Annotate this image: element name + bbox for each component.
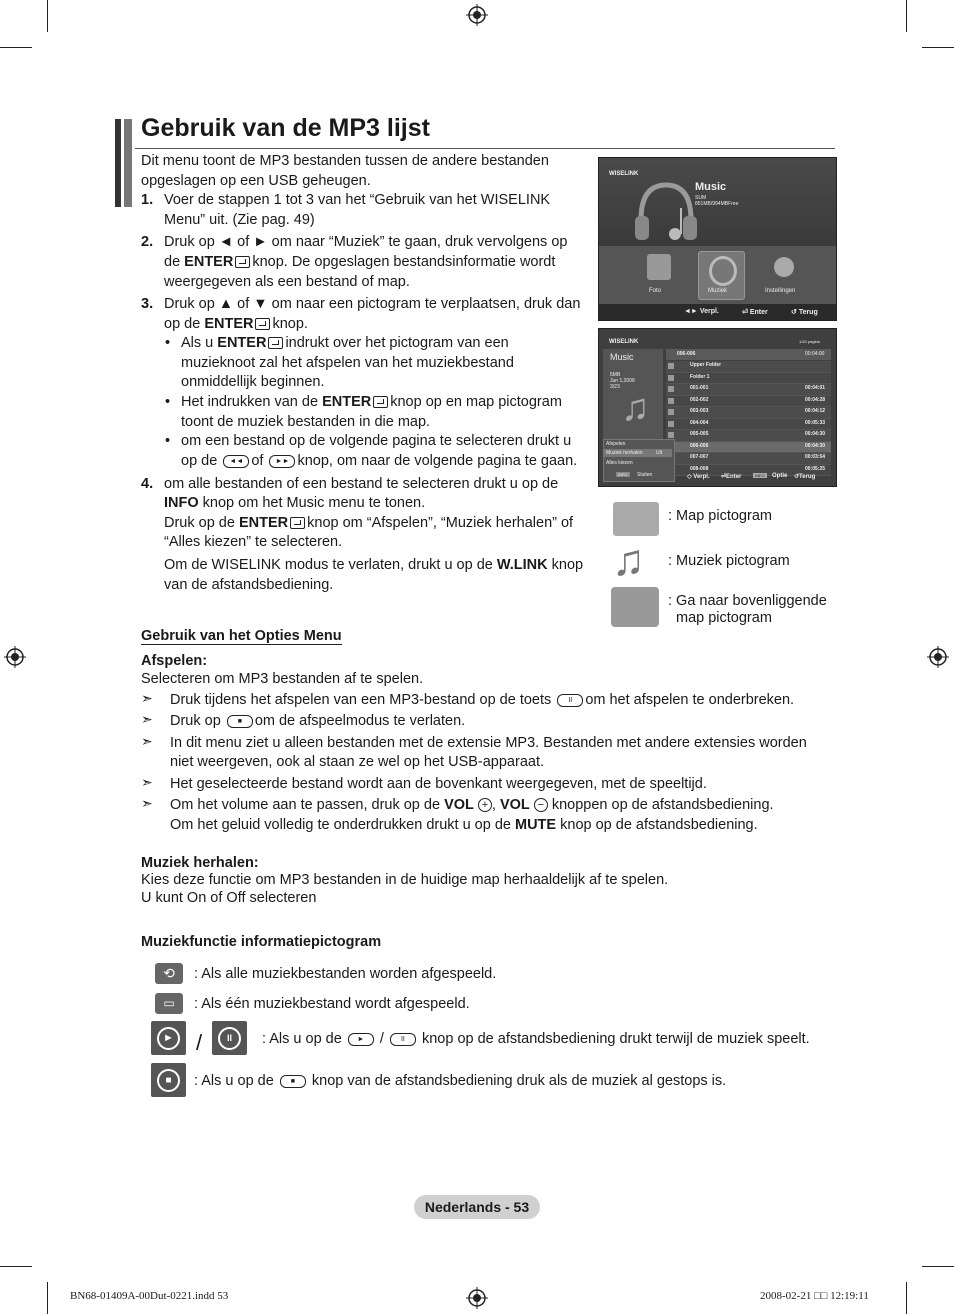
track-row[interactable] [666,361,831,373]
track-time: 00:04:12 [804,408,825,414]
subheading: Muziek herhalen: [141,855,259,871]
subheading: Muziekfunctie informatiepictogram [141,934,382,950]
track-row[interactable] [666,430,831,442]
rewind-button-icon: ◄◄ [223,455,249,468]
wiselink-logo: WISELINK [609,171,639,177]
option-afspelen[interactable]: Afspelen [606,441,626,447]
print-date: 2008-02-21 □□ 12:19:11 [760,1290,869,1302]
track-time: 00:04:01 [804,385,825,391]
track-time: 00:04:30 [804,442,825,449]
bullet-text: op de ◄◄ of ►► knop, om naar de volgende pagina te gaan. [181,453,578,469]
page-number: Nederlands - 53 [414,1195,540,1219]
enter-icon [290,517,305,529]
enter-icon [235,256,250,268]
note-arrow-icon: ➣ [141,774,153,790]
bullet-text: om een bestand op de volgende pagina te selecteren drukt u [181,433,572,449]
legend-up: map pictogram [676,610,772,626]
note-text: Druk op ■ om de afspeelmodus te verlaten. [170,713,466,729]
plus-icon: + [478,798,492,812]
fast-forward-button-icon: ►► [269,455,295,468]
info-badge: INFO [618,472,628,477]
close-label[interactable]: Sluiten [637,472,653,478]
nav-enter: ⏎ Enter [742,309,768,316]
bullet-icon: • [165,394,171,410]
track-row[interactable] [666,384,831,396]
step-text: op de ENTER knop. [164,316,308,332]
option-value: Uit [656,450,663,456]
music-note-icon [668,432,674,438]
bullet-text: muzieknoot zal het afspelen van het muziekbestand [181,355,514,371]
crop-mark [0,1266,32,1267]
track-name: 008-008 [690,465,709,472]
track-name: 003-003 [690,408,709,414]
note-text: Druk tijdens het afspelen van een MP3-bestand op de toets II om het afspelen te onderbreken. [170,692,795,708]
registration-mark-icon [466,4,488,26]
bullet-text: Als u ENTER indrukt over het pictogram van een [181,335,509,351]
track-name: 007-007 [690,454,709,460]
pause-status-icon: II [212,1021,247,1055]
stop-button-icon: ■ [280,1075,306,1088]
note-arrow-icon: ➣ [141,733,153,749]
body-text: Kies deze functie om MP3 bestanden in de huidige map herhaaldelijk af te spelen. [141,872,669,888]
stop-button-icon: ■ [227,715,253,728]
nav-move: ◇ Verpl. [687,474,710,480]
step-text: INFO knop om het Music menu te tonen. [164,495,426,511]
bullet-icon: • [165,335,171,351]
step-number: 4. [141,476,154,492]
note-arrow-icon: ➣ [141,690,153,706]
music-note-icon [668,421,674,427]
music-note-icon [668,409,674,415]
menu-item-instellingen[interactable]: Instellingen [765,288,796,294]
stop-status-icon: ■ [151,1063,186,1097]
wiselink-music-screen [598,157,837,321]
legend-map: : Map pictogram [668,508,772,524]
step-text: weergegeven als een bestand of map. [164,274,410,290]
pause-button-icon: II [390,1033,416,1046]
step-text: “Alles kiezen” te selecteren. [164,534,343,550]
folder-icon [613,502,659,536]
track-row[interactable] [666,453,831,465]
body-text: Selecteren om MP3 bestanden af te spelen. [141,671,424,687]
registration-mark-icon [4,646,26,668]
nav-move: ◄► Verpl. [684,308,719,315]
track-time: 00:05:25 [804,465,825,472]
track-row[interactable] [666,373,831,385]
track-name: 005-005 [690,431,709,437]
page-title: Gebruik van de MP3 lijst [141,114,430,142]
note-text: Het geselecteerde bestand wordt aan de bovenkant weergegeven, met de speeltijd. [170,776,707,792]
page-indicator: 1/10 pagina [799,339,820,344]
icon-description: : Als alle muziekbestanden worden afgespeeld. [194,966,497,982]
bullet-text: Het indrukken van de ENTER knop op en map pictogram [181,394,562,410]
nav-back: ↺ Terug [791,309,818,316]
file-date: Jun 1,2008 [610,378,635,384]
track-name: 004-004 [690,419,709,426]
crop-mark [47,0,48,32]
step-text: Menu” uit. (Zie pag. 49) [164,212,315,228]
step-number: 1. [141,192,154,208]
registration-mark-icon [927,646,949,668]
track-name: Upper Folder [690,362,722,368]
play-button-icon: ► [348,1033,374,1046]
slash: / [196,1030,203,1055]
legend-up: : Ga naar bovenliggende [668,593,827,609]
music-list-screen [598,328,837,487]
step-text: van de afstandsbediening. [164,577,334,593]
music-note-icon [668,386,674,392]
track-row[interactable] [666,396,831,408]
device-name: SUM [695,195,707,201]
repeat-all-icon: ⟲ [155,963,183,984]
play-status-icon: ► [151,1021,186,1055]
photo-icon[interactable] [647,254,671,280]
menu-item-muziek[interactable]: Muziek [708,288,728,294]
icon-description: : Als één muziekbestand wordt afgespeeld. [194,996,470,1012]
crop-mark [906,1282,907,1314]
step-text: de ENTER knop. De opgeslagen bestandsinformatie wordt [164,254,556,270]
headphones-icon [631,180,701,245]
folder-icon [668,375,674,381]
upper-folder-icon [611,587,659,627]
step-text: Om de WISELINK modus te verlaten, drukt u op de W.LINK knop [164,557,584,573]
step-text: om alle bestanden of een bestand te selecteren drukt u op de [164,476,559,492]
track-name: Folder 1 [690,373,710,380]
music-note-icon [668,398,674,404]
bullet-text: toont de muziek bestanden in die map. [181,414,431,430]
music-note-icon: ♫ [612,536,645,585]
nav-option: Optie [772,473,788,479]
note-text: Om het geluid volledig te onderdrukken drukt u op de MUTE knop op de afstandsbediening. [170,817,758,833]
title-accent-bar [115,119,121,207]
track-name: 002-002 [690,396,709,403]
option-muziek-herhalen[interactable]: Muziek herhalen [606,450,643,456]
panel-title: Music [610,352,634,362]
title-rule [135,148,835,149]
registration-mark-icon [466,1287,488,1309]
track-row[interactable] [666,419,831,431]
crop-mark [906,0,907,32]
track-time: 00:04:30 [804,431,825,437]
track-name: 001-001 [690,385,709,391]
file-index: 3/23 [610,384,620,390]
settings-icon[interactable] [774,257,794,277]
step-text: Voer de stappen 1 tot 3 van het “Gebruik van het WISELINK [164,192,551,208]
crop-mark [47,1282,48,1314]
storage-info: 851MB/994MBFree [695,201,739,207]
crop-mark [0,47,32,48]
bullet-icon: • [165,433,171,449]
icon-description: : Als u op de ► / II knop op de afstandsbediening drukt terwijl de muziek speelt. [262,1031,810,1047]
crop-mark [922,47,954,48]
now-playing-time: 00:04:00 [805,351,825,357]
legend-muziek: : Muziek pictogram [668,553,790,569]
enter-icon [373,396,388,408]
music-note-icon: ♫ [621,387,650,429]
track-row[interactable] [666,407,831,419]
folder-icon [668,363,674,369]
section-heading: Gebruik van het Opties Menu [141,628,342,644]
bullet-text: onmiddellijk beginnen. [181,374,325,390]
step-number: 3. [141,296,154,312]
enter-icon [255,318,270,330]
track-row[interactable] [666,442,831,454]
nav-info-badge: INFO [755,473,765,478]
intro-text: Dit menu toont de MP3 bestanden tussen de andere bestanden opgeslagen op een USB geheugen. [141,153,549,189]
minus-icon: − [534,798,548,812]
enter-icon [268,337,283,349]
track-time: 00:05:33 [804,419,825,426]
now-playing-file: 006-006 [677,351,696,357]
track-time: 00:04:28 [804,396,825,403]
nav-enter: ⏎Enter [721,474,742,480]
track-list [666,361,831,476]
note-text: In dit menu ziet u alleen bestanden met de extensie MP3. Bestanden met andere extensies worden [170,735,807,751]
step-text: Druk op de ENTER knop om “Afspelen”, “Muziek herhalen” of [164,515,574,531]
track-name: 006-006 [690,442,709,449]
title-accent-bar [124,119,132,207]
note-text: niet weergeven, ook al staan ze wel op het USB-apparaat. [170,754,545,770]
body-text: U kunt On of Off selecteren [141,890,317,906]
option-alles-kiezen[interactable]: Alles kiezen [606,460,633,466]
file-name: BN68-01409A-00Dut-0221.indd 53 [70,1290,229,1302]
step-text: Druk op ◄ of ► om naar “Muziek” te gaan, druk vervolgens op [164,234,568,250]
icon-description: : Als u op de ■ knop van de afstandsbediening druk als de muziek al gestops is. [194,1073,727,1089]
menu-item-foto[interactable]: Foto [649,288,662,294]
subheading: Afspelen: [141,653,208,669]
pause-button-icon: II [557,694,583,707]
note-arrow-icon: ➣ [141,711,153,727]
screen-heading: Music [695,181,727,193]
track-time: 00:03:54 [804,454,825,460]
step-number: 2. [141,234,154,250]
music-icon [709,256,737,286]
step-text: Druk op ▲ of ▼ om naar een pictogram te verplaatsen, druk dan [164,296,581,312]
file-size: 5MB [610,372,621,378]
note-arrow-icon: ➣ [141,795,153,811]
wiselink-logo: WISELINK [609,339,639,345]
note-text: Om het volume aan te passen, druk op de VOL + , VOL − knoppen op de afstandsbediening. [170,797,774,813]
nav-back: ↺Terug [794,474,816,480]
repeat-one-icon: ▭ [155,993,183,1014]
crop-mark [922,1266,954,1267]
